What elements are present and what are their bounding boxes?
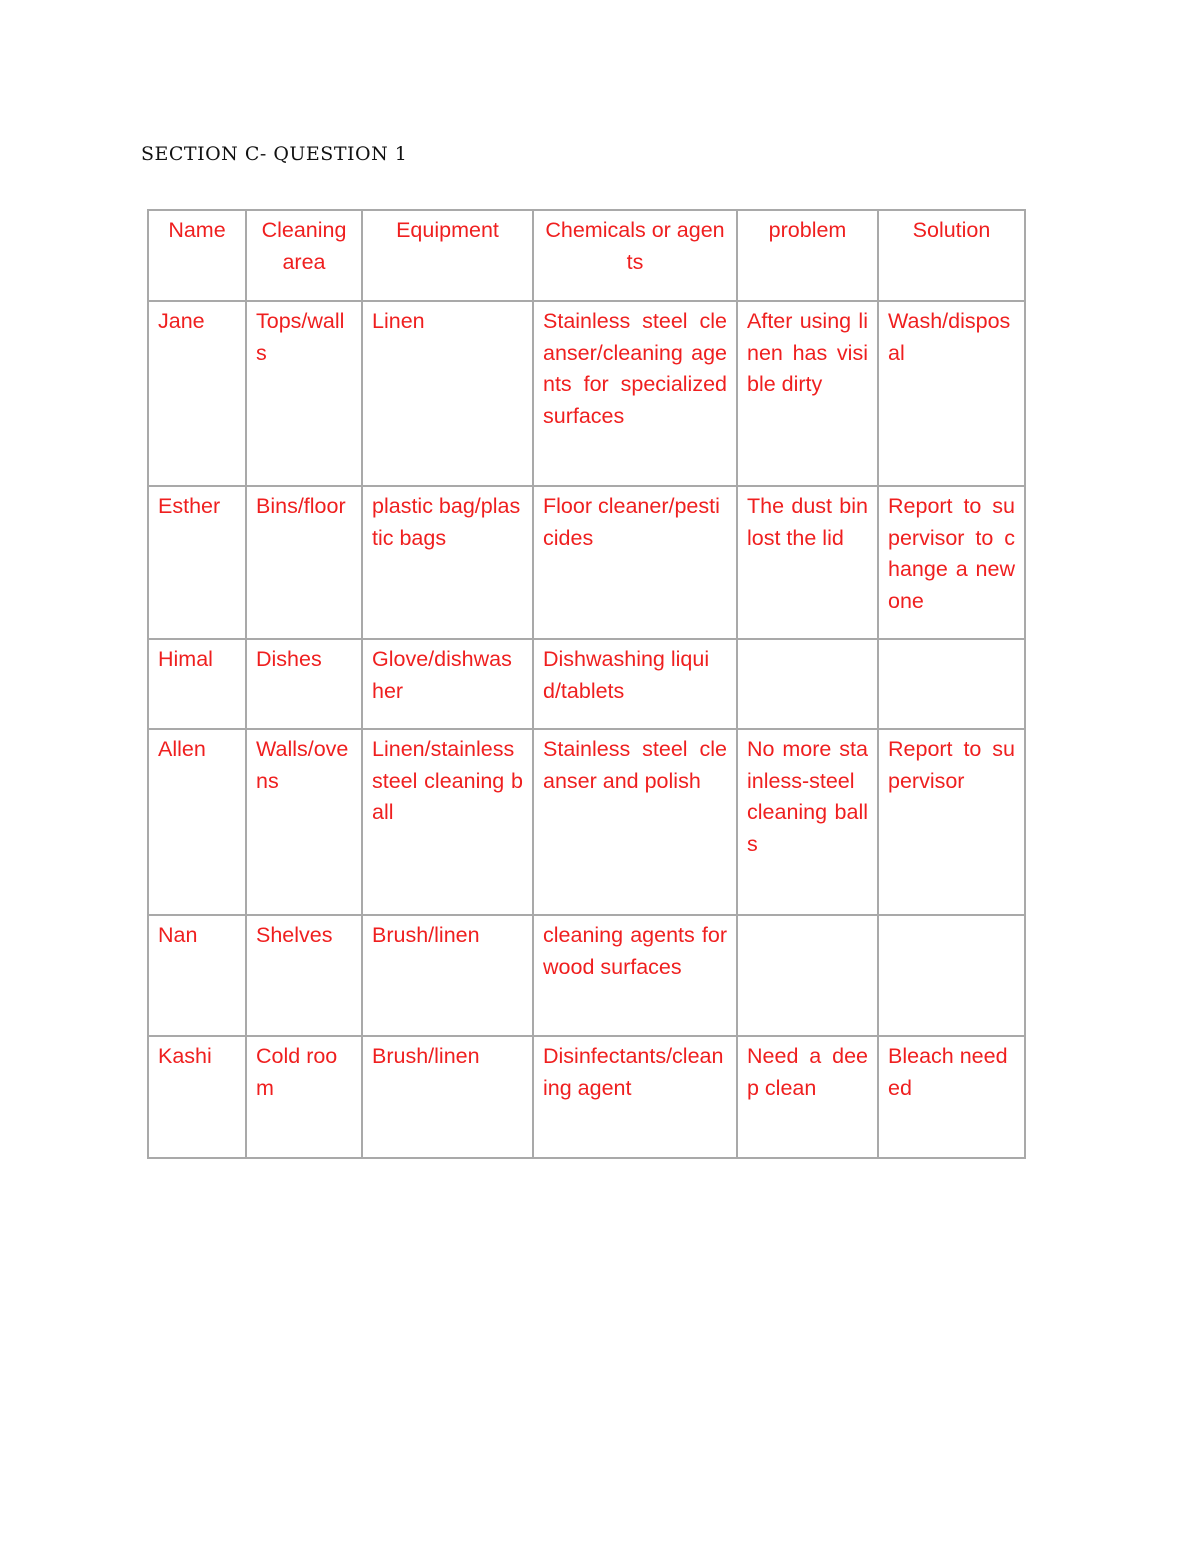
table-row: [148, 915, 1025, 1036]
cell-name: Allen: [148, 729, 246, 915]
cell-area: Bins/floor: [246, 486, 362, 639]
header-cleaning-area: Cleaning area: [246, 210, 362, 301]
cell-area: Walls/ovens: [246, 729, 362, 915]
cell-chemicals: Disinfectants/cleaning agent: [533, 1036, 737, 1158]
cell-problem: No more stainless-steel cleaning balls: [737, 729, 878, 915]
cell-solution: [878, 915, 1025, 1036]
section-heading: SECTION C- QUESTION 1: [141, 143, 408, 165]
header-name: Name: [148, 210, 246, 301]
cell-equipment: Brush/linen: [362, 915, 533, 1036]
cell-area: Dishes: [246, 639, 362, 729]
cell-area: Shelves: [246, 915, 362, 1036]
cell-problem: After using linen has visible dirty: [737, 301, 878, 486]
cell-chemicals: Dishwashing liquid/tablets: [533, 639, 737, 729]
cell-chemicals: Stainless steel cleanser and polish: [533, 729, 737, 915]
table-row: [148, 1036, 1025, 1158]
cell-chemicals: cleaning agents for wood surfaces: [533, 915, 737, 1036]
cell-name: Esther: [148, 486, 246, 639]
table-row: [148, 486, 1025, 639]
cell-name: Kashi: [148, 1036, 246, 1158]
table-row: [148, 301, 1025, 486]
cell-area: Cold room: [246, 1036, 362, 1158]
cell-name: Jane: [148, 301, 246, 486]
cell-area: Tops/walls: [246, 301, 362, 486]
cell-problem: [737, 639, 878, 729]
header-problem: problem: [737, 210, 878, 301]
cell-solution: Wash/disposal: [878, 301, 1025, 486]
table-row: [148, 729, 1025, 915]
cell-chemicals: Stainless steel cleanser/cleaning agents for specialized surfaces: [533, 301, 737, 486]
cell-solution: Report to supervisor: [878, 729, 1025, 915]
cell-solution: Report to supervisor to change a new one: [878, 486, 1025, 639]
cell-chemicals: Floor cleaner/pesticides: [533, 486, 737, 639]
cell-solution: [878, 639, 1025, 729]
cell-solution: Bleach needed: [878, 1036, 1025, 1158]
table-row: [148, 639, 1025, 729]
table-header-row: [148, 210, 1025, 301]
cell-equipment: Brush/linen: [362, 1036, 533, 1158]
cell-problem: Need a deep clean: [737, 1036, 878, 1158]
cell-equipment: Glove/dishwasher: [362, 639, 533, 729]
cell-equipment: plastic bag/plastic bags: [362, 486, 533, 639]
cell-name: Nan: [148, 915, 246, 1036]
cell-problem: [737, 915, 878, 1036]
header-solution: Solution: [878, 210, 1025, 301]
cell-name: Himal: [148, 639, 246, 729]
cleaning-table: [147, 209, 1026, 1159]
header-chemicals: Chemicals or agents: [533, 210, 737, 301]
cell-equipment: Linen: [362, 301, 533, 486]
header-equipment: Equipment: [362, 210, 533, 301]
cell-problem: The dust bin lost the lid: [737, 486, 878, 639]
cell-equipment: Linen/stainless steel cleaning ball: [362, 729, 533, 915]
